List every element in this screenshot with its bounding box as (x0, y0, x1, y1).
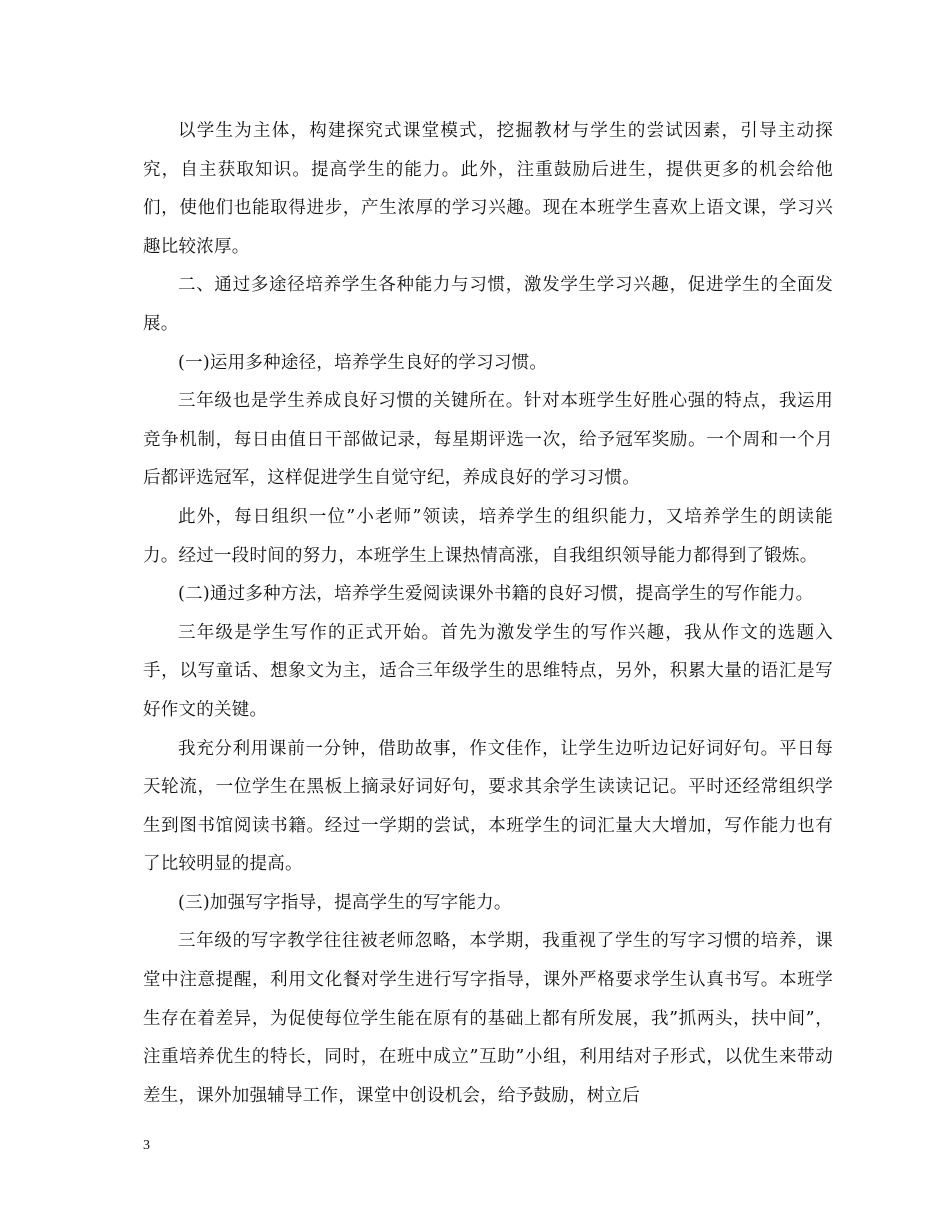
subsection-heading: (二)通过多种方法，培养学生爱阅读课外书籍的良好习惯，提高学生的写作能力。 (178, 584, 814, 605)
subsection-heading: (三)加强写字指导，提高学生的写字能力。 (178, 892, 512, 913)
subsection-heading: (一)运用多种途径，培养学生良好的学习习惯。 (178, 352, 548, 373)
paragraph: 此外，每日组织一位”小老师”领读，培养学生的组织能力，又培养学生的朗读能力。经过一段时间的努力，本班学生上课热情高涨，自我组织领导能力都得到了锻炼。 (143, 506, 833, 566)
paragraph: 我充分利用课前一分钟，借助故事，作文佳作，让学生边听边记好词好句。平日每天轮流，一位学生在黑板上摘录好词好句，要求其余学生读读记记。平时还经常组织学生到图书馆阅读书籍。经过一学期的尝试，本班学生的词汇量大大增加，写作能力也有了比较明显的提高。 (143, 738, 833, 875)
paragraph: 三年级也是学生养成良好习惯的关键所在。针对本班学生好胜心强的特点，我运用竞争机制，每日由值日干部做记录，每星期评选一次，给予冠军奖励。一个周和一个月后都评选冠军，这样促进学生自觉守纪，养成良好的学习习惯。 (143, 391, 833, 489)
paragraph: 三年级是学生写作的正式开始。首先为激发学生的写作兴趣，我从作文的选题入手，以写童话、想象文为主，适合三年级学生的思维特点，另外，积累大量的语汇是写好作文的关键。 (143, 622, 833, 720)
paragraph: 三年级的写字教学往往被老师忽略，本学期，我重视了学生的写字习惯的培养，课堂中注意提醒，利用文化餐对学生进行写字指导，课外严格要求学生认真书写。本班学生存在着差异，为促使每位学生能在原有的基础上都有所发展，我”抓两头，扶中间”，注重培养优生的特长，同时，在班中成立”互助”小组，利用结对子形式，以优生来带动差生，课外加强辅导工作，课堂中创设机会，给予鼓励，树立后 (143, 931, 833, 1106)
paragraph: 以学生为主体，构建探究式课堂模式，挖掘教材与学生的尝试因素，引导主动探究，自主获取知识。提高学生的能力。此外，注重鼓励后进生，提供更多的机会给他们，使他们也能取得进步，产生浓厚的学习兴趣。现在本班学生喜欢上语文课，学习兴趣比较浓厚。 (143, 121, 833, 257)
section-heading: 二、通过多途径培养学生各种能力与习惯，激发学生学习兴趣，促进学生的全面发展。 (143, 275, 833, 334)
page-number: 3 (143, 1138, 150, 1153)
document-body (143, 112, 833, 1115)
